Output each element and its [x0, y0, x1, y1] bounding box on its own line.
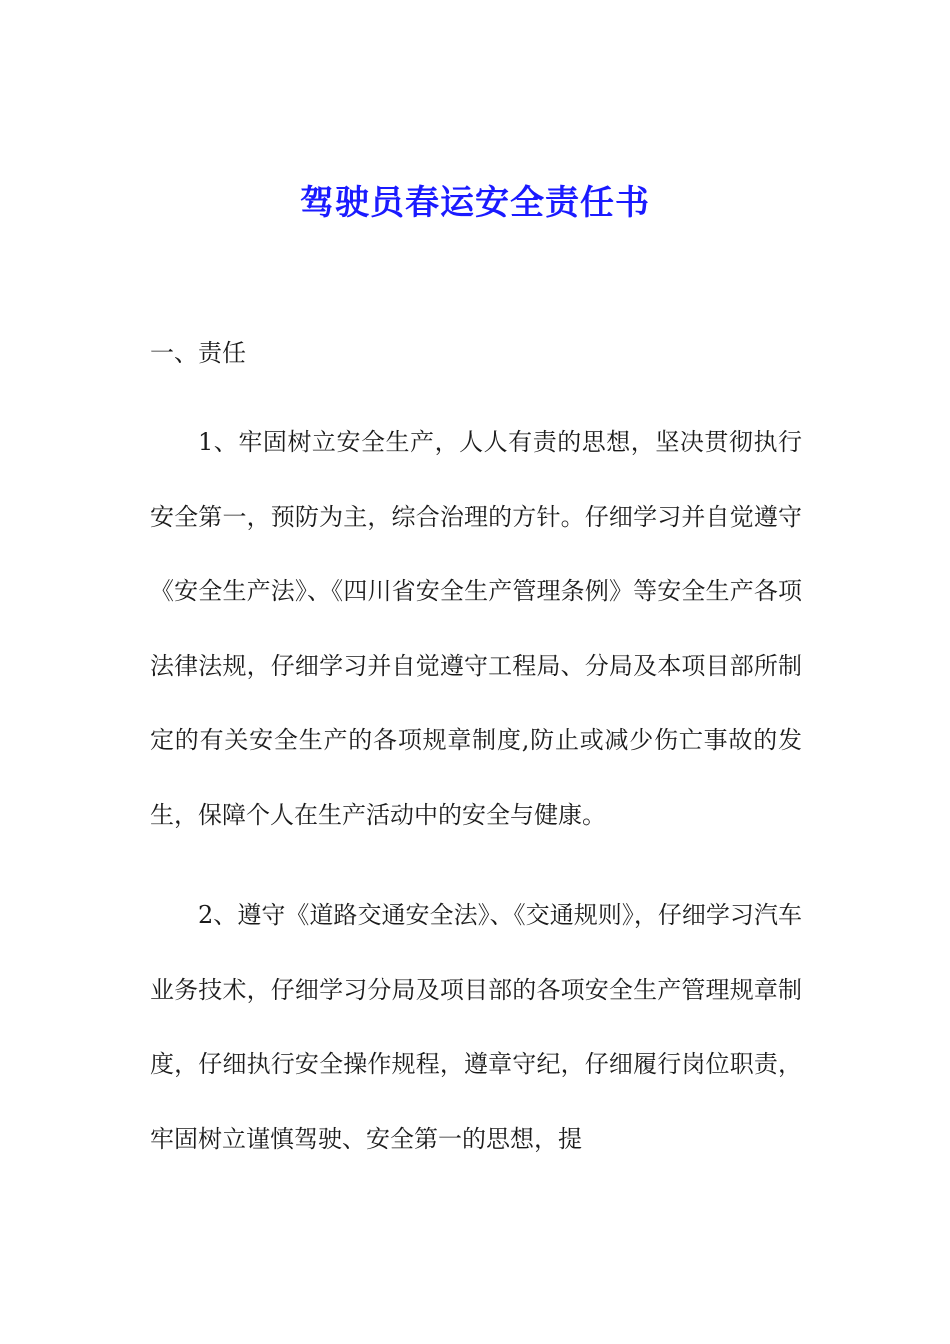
paragraph-1: 1、牢固树立安全生产，人人有责的思想，坚决贯彻执行安全第一，预防为主，综合治理的方针。仔细学习并自觉遵守《安全生产法》、《四川省安全生产管理条例》等安全生产各项法律法规，仔细学习并自觉遵守工程局、分局及本项目部所制定的有关安全生产的各项规章制度,防止或减少伤亡事故的发生，保障个人在生产活动中的安全与健康。: [150, 428, 802, 829]
document-title: 驾驶员春运安全责任书: [300, 183, 650, 223]
document-body: [150, 405, 802, 1202]
section-heading: 一、责任: [150, 339, 246, 367]
paragraph-2: 2、遵守《道路交通安全法》、《交通规则》，仔细学习汽车业务技术，仔细学习分局及项目部的各项安全生产管理规章制度，仔细执行安全操作规程，遵章守纪，仔细履行岗位职责，牢固树立谨慎驾驶、安全第一的思想，提: [150, 901, 802, 1153]
